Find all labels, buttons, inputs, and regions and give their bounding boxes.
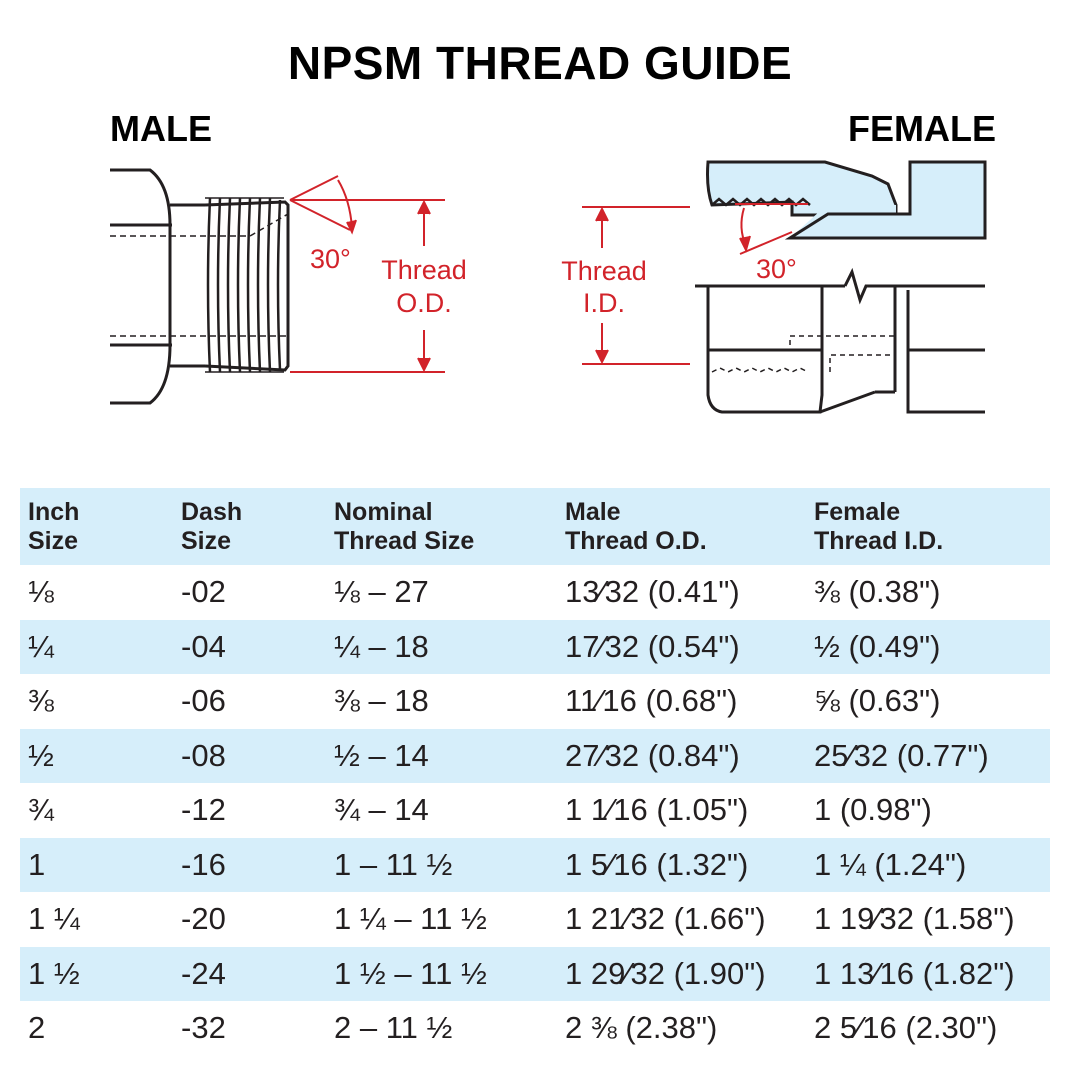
- cell-male-thread-od: 1 5⁄16 (1.32"): [557, 838, 806, 893]
- cell-nominal-thread-size: ⅜ – 18: [334, 683, 429, 719]
- table-row: [20, 1001, 1050, 1056]
- table-row: [20, 783, 1050, 838]
- header-female-thread-id: Female Thread I.D.: [806, 488, 1050, 565]
- cell-inch-size: 1 ¼: [28, 901, 80, 937]
- cell-male-thread-od: 2 ⅜ (2.38"): [565, 1010, 718, 1046]
- cell-female-thread-id: 1 ¼ (1.24"): [806, 838, 1050, 893]
- cell-female-thread-id: 1 (0.98"): [814, 792, 932, 828]
- cell-female-thread-id: ½ (0.49"): [806, 620, 1050, 675]
- header-male-thread-od: Male Thread O.D.: [557, 488, 806, 565]
- table-row: [20, 729, 1050, 784]
- cell-female-thread-id: 2 5⁄16 (2.30"): [814, 1010, 998, 1046]
- cell-nominal-thread-size: ⅛ – 27: [334, 574, 429, 610]
- cell-inch-size: ¼: [20, 620, 173, 675]
- cell-male-thread-od: 27⁄32 (0.84"): [557, 729, 806, 784]
- male-thread-crests: [205, 198, 284, 372]
- cell-nominal-thread-size: 2 – 11 ½: [334, 1010, 453, 1046]
- cell-inch-size: 1 ½: [20, 947, 173, 1002]
- cell-dash-size: -04: [173, 620, 326, 675]
- male-hex-body: [110, 170, 170, 403]
- thread-spec-table: [20, 488, 1050, 1056]
- cell-nominal-thread-size: ¼ – 18: [326, 620, 557, 675]
- page-title: NPSM THREAD GUIDE: [287, 37, 793, 89]
- cell-inch-size: ¾: [28, 792, 54, 828]
- male-thread-od-line2: O.D.: [396, 288, 452, 318]
- header-nominal-thread-size: Nominal Thread Size: [326, 488, 557, 565]
- header-dash-size: Dash Size: [173, 488, 326, 565]
- female-angle-label: 30°: [756, 254, 797, 284]
- cell-female-thread-id: 25⁄32 (0.77"): [806, 729, 1050, 784]
- male-label: MALE: [110, 108, 212, 149]
- cell-dash-size: -02: [181, 574, 226, 610]
- cell-male-thread-od: 1 21⁄32 (1.66"): [565, 901, 766, 937]
- female-label: FEMALE: [848, 108, 996, 149]
- table-header-row: [20, 488, 1050, 565]
- cell-inch-size: 1: [20, 838, 173, 893]
- table-row: [20, 838, 1050, 893]
- cell-nominal-thread-size: ¾ – 14: [334, 792, 429, 828]
- table-row: [20, 565, 1050, 620]
- cell-dash-size: -24: [173, 947, 326, 1002]
- table-row: [20, 892, 1050, 947]
- table-row: [20, 620, 1050, 675]
- male-fitting: [110, 170, 288, 403]
- cell-male-thread-od: 13⁄32 (0.41"): [565, 574, 740, 610]
- cell-female-thread-id: 1 13⁄16 (1.82"): [806, 947, 1050, 1002]
- female-fitting: [695, 162, 985, 412]
- male-angle-label: 30°: [310, 244, 351, 274]
- cell-male-thread-od: 1 29⁄32 (1.90"): [557, 947, 806, 1002]
- cell-nominal-thread-size: ½ – 14: [326, 729, 557, 784]
- cell-nominal-thread-size: 1 ¼ – 11 ½: [334, 901, 487, 937]
- cell-dash-size: -12: [181, 792, 226, 828]
- cell-inch-size: ⅛: [28, 574, 54, 610]
- cell-dash-size: -20: [181, 901, 226, 937]
- header-inch-size: Inch Size: [20, 488, 173, 565]
- cell-female-thread-id: ⅝ (0.63"): [814, 683, 941, 719]
- male-thread-od-line1: Thread: [381, 255, 467, 285]
- cell-nominal-thread-size: 1 ½ – 11 ½: [326, 947, 557, 1002]
- female-hidden-lines: [712, 336, 895, 372]
- cell-inch-size: ½: [20, 729, 173, 784]
- table-row: [20, 674, 1050, 729]
- cell-dash-size: -16: [173, 838, 326, 893]
- thread-diagram: [0, 150, 1080, 430]
- cell-dash-size: -06: [181, 683, 226, 719]
- cell-male-thread-od: 1 1⁄16 (1.05"): [565, 792, 749, 828]
- female-thread-id-line1: Thread: [561, 256, 647, 286]
- female-thread-id-line2: I.D.: [582, 288, 626, 318]
- cell-female-thread-id: 1 19⁄32 (1.58"): [814, 901, 1015, 937]
- cell-dash-size: -08: [173, 729, 326, 784]
- table-row: [20, 947, 1050, 1002]
- cell-nominal-thread-size: 1 – 11 ½: [326, 838, 557, 893]
- cell-dash-size: -32: [181, 1010, 226, 1046]
- cell-inch-size: 2: [28, 1010, 46, 1046]
- cell-inch-size: ⅜: [28, 683, 54, 719]
- cell-male-thread-od: 17⁄32 (0.54"): [557, 620, 806, 675]
- cell-male-thread-od: 11⁄16 (0.68"): [565, 683, 738, 719]
- cell-female-thread-id: ⅜ (0.38"): [814, 574, 941, 610]
